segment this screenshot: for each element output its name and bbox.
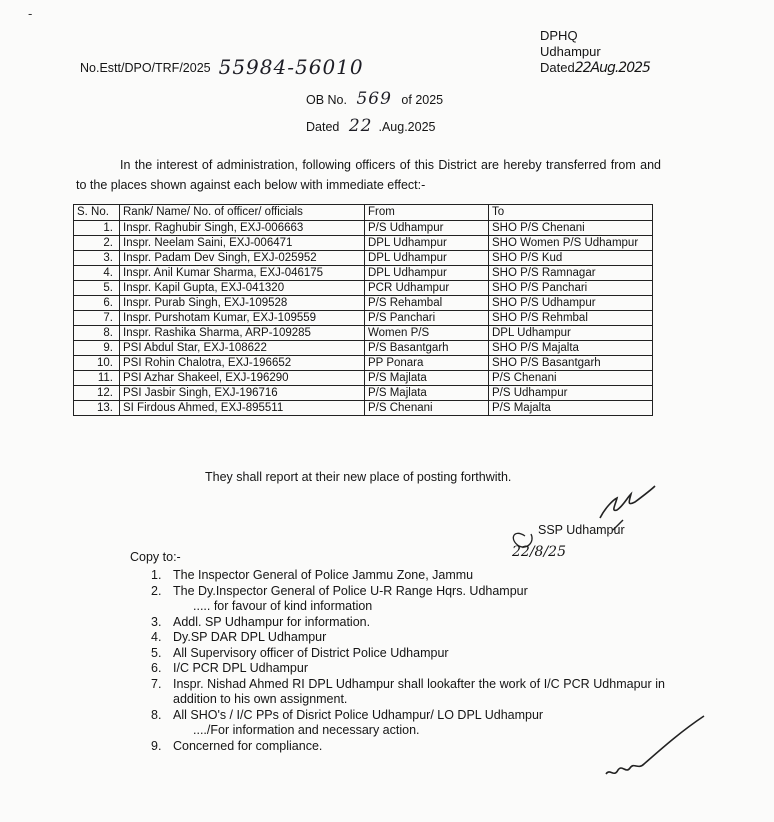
copy-item-number: 5. — [151, 645, 162, 660]
office-date — [540, 60, 650, 76]
cell-to: SHO P/S Majalta — [489, 341, 653, 356]
copy-item-number: 8. — [151, 707, 162, 722]
cell-name: Inspr. Neelam Saini, EXJ-006471 — [120, 236, 365, 251]
copy-item-text: Addl. SP Udhampur for information. — [173, 614, 371, 629]
cell-name: Inspr. Purshotam Kumar, EXJ-109559 — [120, 311, 365, 326]
cell-to: P/S Udhampur — [489, 386, 653, 401]
cell-sno: 3. — [74, 251, 120, 266]
copy-item — [145, 646, 665, 662]
cell-name: PSI Abdul Star, EXJ-108622 — [120, 341, 365, 356]
corner-mark: - — [28, 6, 33, 21]
copy-item-text: Dy.SP DAR DPL Udhampur — [173, 630, 327, 644]
copy-item — [145, 584, 665, 615]
table-row — [74, 341, 653, 356]
cell-name: Inspr. Kapil Gupta, EXJ-041320 — [120, 281, 365, 296]
ob-line — [306, 86, 443, 113]
reference-number — [80, 53, 364, 77]
cell-to: P/S Chenani — [489, 371, 653, 386]
table-row — [74, 281, 653, 296]
cell-sno: 5. — [74, 281, 120, 296]
copy-item — [145, 739, 665, 755]
table-header-row — [74, 205, 653, 221]
cell-from: P/S Basantgarh — [365, 341, 489, 356]
table-row — [74, 251, 653, 266]
cell-to: SHO P/S Ramnagar — [489, 266, 653, 281]
cell-name: PSI Jasbir Singh, EXJ-196716 — [120, 386, 365, 401]
cell-sno: 1. — [74, 221, 120, 236]
cell-to: SHO P/S Basantgarh — [489, 356, 653, 371]
copy-item-number: 3. — [151, 614, 162, 629]
cell-to: SHO P/S Udhampur — [489, 296, 653, 311]
cell-sno: 8. — [74, 326, 120, 341]
cell-name: Inspr. Purab Singh, EXJ-109528 — [120, 296, 365, 311]
copy-item — [145, 708, 665, 739]
copy-item-number: 9. — [151, 738, 162, 753]
cell-sno: 11. — [74, 371, 120, 386]
office-name: DPHQ — [540, 28, 578, 43]
copy-item-subtext: ..... for favour of kind information — [193, 599, 373, 613]
copy-item — [145, 615, 665, 631]
copy-item — [145, 630, 665, 646]
cell-sno: 4. — [74, 266, 120, 281]
cell-name: Inspr. Anil Kumar Sharma, EXJ-046175 — [120, 266, 365, 281]
copy-item-text: Concerned for compliance. — [173, 738, 323, 753]
order-book-block — [306, 86, 443, 140]
cell-name: SI Firdous Ahmed, EXJ-895511 — [120, 401, 365, 416]
cell-from: Women P/S — [365, 326, 489, 341]
bottom-initial-mark — [600, 712, 710, 792]
cell-from: P/S Rehambal — [365, 296, 489, 311]
table-row — [74, 371, 653, 386]
copy-item-text: All SHO's / I/C PPs of Disrict Police Udhampur/ LO DPL Udhampur — [173, 707, 544, 722]
cell-from: PCR Udhampur — [365, 281, 489, 296]
cell-to: SHO Women P/S Udhampur — [489, 236, 653, 251]
cell-to: DPL Udhampur — [489, 326, 653, 341]
copy-item-subtext: ..../For information and necessary action. — [193, 723, 420, 737]
cell-from: P/S Majlata — [365, 386, 489, 401]
copy-item-text: I/C PCR DPL Udhampur — [173, 661, 308, 675]
col-to-header: To — [489, 205, 653, 221]
col-sno-header: S. No. — [74, 205, 120, 221]
cell-name: PSI Rohin Chalotra, EXJ-196652 — [120, 356, 365, 371]
reference-handwritten: 55984-56010 — [218, 55, 364, 79]
cell-sno: 9. — [74, 341, 120, 356]
cell-from: DPL Udhampur — [365, 266, 489, 281]
transfer-table — [73, 204, 653, 416]
cell-from: PP Ponara — [365, 356, 489, 371]
col-name-header: Rank/ Name/ No. of officer/ officials — [120, 205, 365, 221]
cell-from: P/S Majlata — [365, 371, 489, 386]
col-from-header: From — [365, 205, 489, 221]
cell-sno: 13. — [74, 401, 120, 416]
office-place: Udhampur — [540, 44, 601, 59]
cell-to: SHO P/S Chenani — [489, 221, 653, 236]
copy-item-number: 2. — [151, 583, 162, 598]
cell-sno: 7. — [74, 311, 120, 326]
table-row — [74, 266, 653, 281]
office-date-value: 22Aug.2025 — [574, 60, 650, 76]
cell-to: SHO P/S Kud — [489, 251, 653, 266]
table-row — [74, 401, 653, 416]
cell-from: P/S Udhampur — [365, 221, 489, 236]
ob-date-line — [306, 113, 443, 140]
copy-item-number: 1. — [151, 568, 162, 582]
ob-number: 569 — [356, 89, 392, 109]
copy-list — [145, 568, 665, 754]
cell-from: DPL Udhampur — [365, 251, 489, 266]
intro-paragraph: In the interest of administration, following officers of this District are hereby transferred from and to the places shown against each below with immediate effect:- — [76, 158, 661, 192]
copy-item — [145, 677, 665, 708]
copy-item-text: The Dy.Inspector General of Police U-R Range Hqrs. Udhampur — [173, 583, 528, 598]
copy-to-heading: Copy to:- — [130, 550, 181, 564]
ob-dated-label: Dated — [306, 120, 340, 134]
cell-to: SHO P/S Panchari — [489, 281, 653, 296]
cell-name: Inspr. Rashika Sharma, ARP-109285 — [120, 326, 365, 341]
ob-dated-rest: .Aug.2025 — [378, 120, 436, 134]
copy-item-text: Inspr. Nishad Ahmed RI DPL Udhampur shall lookafter the work of I/C PCR Udhmapur in addition to his own assignment. — [173, 676, 665, 706]
signature-designation: SSP Udhampur — [538, 523, 625, 537]
ob-dated-day: 22 — [348, 116, 373, 136]
copy-item-number: 4. — [151, 630, 162, 644]
office-header — [540, 28, 650, 76]
copy-item — [145, 568, 665, 584]
table-row — [74, 311, 653, 326]
signature-date: 22/8/25 — [512, 544, 566, 560]
copy-item-text: The Inspector General of Police Jammu Zone, Jammu — [173, 568, 474, 582]
cell-name: Inspr. Raghubir Singh, EXJ-006663 — [120, 221, 365, 236]
ob-label: OB No. — [306, 93, 347, 107]
copy-item-number: 7. — [151, 676, 162, 691]
reference-prefix: No.Estt/DPO/TRF/2025 — [80, 61, 211, 75]
copy-item — [145, 661, 665, 677]
copy-item-text: All Supervisory officer of District Police Udhampur — [173, 645, 449, 660]
cell-sno: 6. — [74, 296, 120, 311]
table-row — [74, 221, 653, 236]
table-row — [74, 296, 653, 311]
ob-year: of 2025 — [401, 93, 444, 107]
office-date-prefix: Dated — [540, 60, 575, 75]
table-row — [74, 326, 653, 341]
table-row — [74, 356, 653, 371]
cell-from: P/S Chenani — [365, 401, 489, 416]
cell-to: SHO P/S Rehmbal — [489, 311, 653, 326]
copy-item-number: 6. — [151, 661, 162, 675]
cell-sno: 12. — [74, 386, 120, 401]
cell-to: P/S Majalta — [489, 401, 653, 416]
cell-name: PSI Azhar Shakeel, EXJ-196290 — [120, 371, 365, 386]
table-row — [74, 236, 653, 251]
report-line: They shall report at their new place of posting forthwith. — [205, 470, 512, 484]
cell-sno: 2. — [74, 236, 120, 251]
cell-from: P/S Panchari — [365, 311, 489, 326]
cell-name: Inspr. Padam Dev Singh, EXJ-025952 — [120, 251, 365, 266]
cell-from: DPL Udhampur — [365, 236, 489, 251]
cell-sno: 10. — [74, 356, 120, 371]
table-row — [74, 386, 653, 401]
